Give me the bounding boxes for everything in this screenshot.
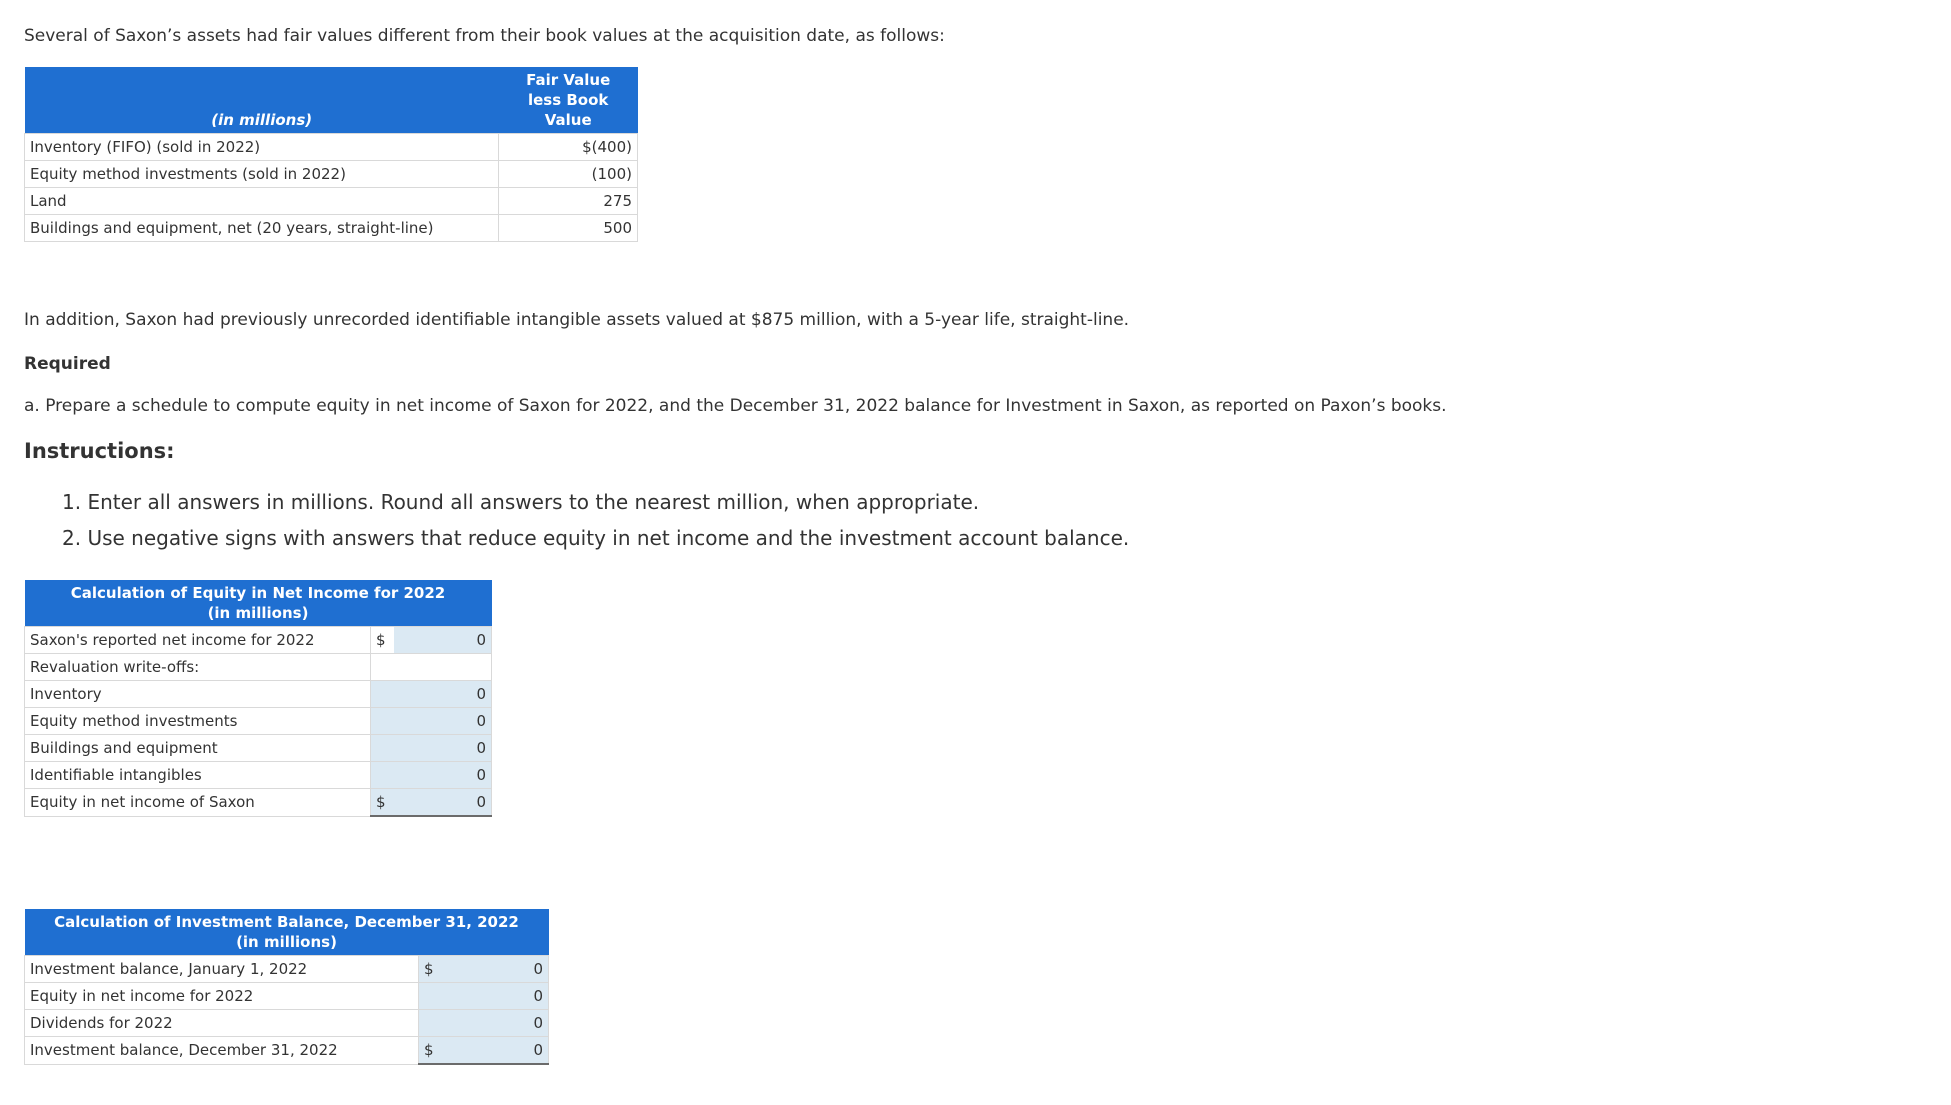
instructions-list [62, 484, 1129, 556]
equity-table-title: Calculation of Equity in Net Income for 2022 (in millions) [25, 580, 492, 627]
table-row [25, 161, 638, 188]
equity-investments-writeoff-input[interactable]: 0 [371, 708, 492, 735]
investment-jan-input[interactable]: 0 [445, 956, 549, 983]
table-row [25, 134, 638, 161]
fv-row-label: Land [25, 188, 499, 215]
table-row [25, 627, 492, 654]
table-row [25, 983, 549, 1010]
fv-row-label: Buildings and equipment, net (20 years, straight-line) [25, 215, 499, 242]
fv-header-label: (in millions) [25, 67, 499, 134]
table-row [25, 681, 492, 708]
fv-row-value: 500 [499, 215, 638, 242]
table-row [25, 654, 492, 681]
fair-value-table [24, 67, 638, 242]
table-row [25, 735, 492, 762]
row-label: Dividends for 2022 [25, 1010, 419, 1037]
table-row [25, 708, 492, 735]
buildings-writeoff-input[interactable]: 0 [371, 735, 492, 762]
fv-header-value: Fair Value less Book Value [499, 67, 638, 134]
equity-income-table [24, 580, 492, 817]
investment-balance-table [24, 909, 549, 1065]
intro-text: Several of Saxon’s assets had fair values different from their book values at the acquisition date, as follows: [24, 26, 945, 46]
row-label: Identifiable intangibles [25, 762, 371, 789]
table-row [25, 956, 549, 983]
row-label: Investment balance, January 1, 2022 [25, 956, 419, 983]
addition-text: In addition, Saxon had previously unrecorded identifiable intangible assets valued at $875 million, with a 5-year life, straight-line. [24, 310, 1130, 330]
fv-row-value: (100) [499, 161, 638, 188]
row-label: Saxon's reported net income for 2022 [25, 627, 371, 654]
fv-row-value: 275 [499, 188, 638, 215]
fv-row-value: $(400) [499, 134, 638, 161]
fv-row-label: Equity method investments (sold in 2022) [25, 161, 499, 188]
currency-symbol: $ [419, 1037, 446, 1065]
investment-table-title: Calculation of Investment Balance, December 31, 2022 (in millions) [25, 909, 549, 956]
table-row [25, 215, 638, 242]
row-label: Buildings and equipment [25, 735, 371, 762]
table-row [25, 1010, 549, 1037]
instructions-heading: Instructions: [24, 439, 175, 463]
row-label: Revaluation write-offs: [25, 654, 371, 681]
row-label: Equity method investments [25, 708, 371, 735]
table-row [25, 1037, 549, 1065]
currency-symbol: $ [371, 789, 395, 817]
investment-dec-input[interactable]: 0 [445, 1037, 549, 1065]
currency-symbol: $ [419, 956, 446, 983]
intangibles-writeoff-input[interactable]: 0 [371, 762, 492, 789]
dividends-input[interactable]: 0 [419, 1010, 549, 1037]
row-label: Inventory [25, 681, 371, 708]
list-item: 1. Enter all answers in millions. Round all answers to the nearest million, when appropriate. [62, 490, 980, 514]
net-income-input[interactable]: 0 [394, 627, 492, 654]
equity-income-input[interactable]: 0 [419, 983, 549, 1010]
table-row [25, 762, 492, 789]
table-row [25, 188, 638, 215]
row-label: Equity in net income for 2022 [25, 983, 419, 1010]
required-heading: Required [24, 354, 111, 374]
table-row [25, 789, 492, 817]
fv-row-label: Inventory (FIFO) (sold in 2022) [25, 134, 499, 161]
required-a-text: a. Prepare a schedule to compute equity in net income of Saxon for 2022, and the December 31, 2022 balance for Investment in Saxon, as reported on Paxon’s books. [24, 396, 1447, 416]
row-label: Equity in net income of Saxon [25, 789, 371, 817]
inventory-writeoff-input[interactable]: 0 [371, 681, 492, 708]
empty-cell [371, 654, 492, 681]
row-label: Investment balance, December 31, 2022 [25, 1037, 419, 1065]
list-item: 2. Use negative signs with answers that reduce equity in net income and the investment account balance. [62, 526, 1130, 550]
equity-income-total-input[interactable]: 0 [394, 789, 492, 817]
currency-symbol: $ [371, 627, 395, 654]
